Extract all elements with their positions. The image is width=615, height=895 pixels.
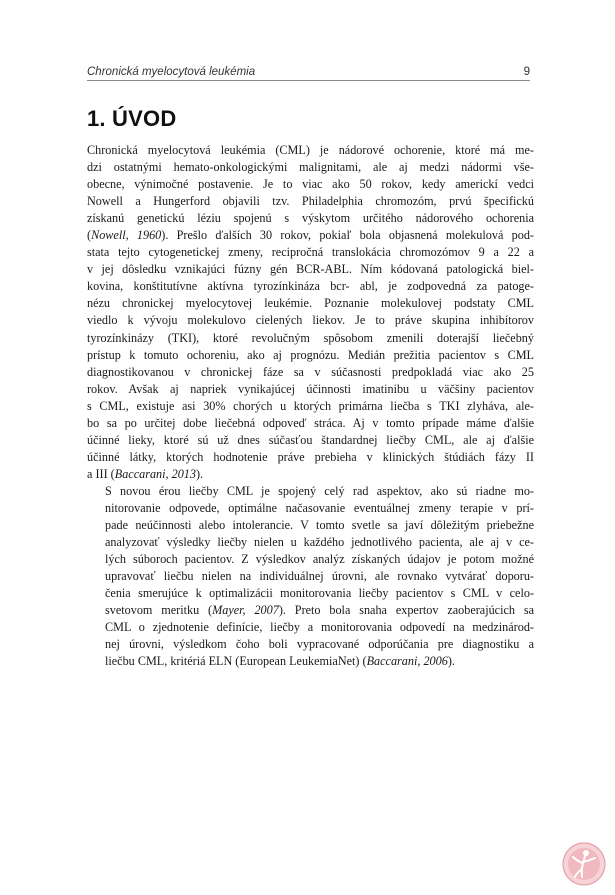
text-line: viedlo k vývoju molekulovo cielených liekov. Je to práve skupina inhibítorov [87, 313, 534, 328]
text-line: Nowell a Hungerford objavili tzv. Philadelphia chromozóm, prvú špecifickú [87, 194, 534, 209]
text-line: S novou érou liečby CML je spojený celý rad aspektov, ako sú riadne mo- [105, 483, 534, 498]
text-line: tyrozínkinázy (TKI), ktoré revolučným spôsobom zmenili doterajší liečebný [87, 330, 534, 345]
text-line: obecne, výnimočné postavenie. Je to viac ako 50 rokov, kedy americkí vedci [87, 177, 534, 192]
text-line: lých súboroch pacientov. Z výsledkov analýz získaných údajov je potom možné [105, 552, 534, 567]
text-line: Chronická myelocytová leukémia (CML) je nádorové ochorenie, ktoré má me- [87, 143, 534, 157]
text-line: účinné látky, ktorých hodnotenie práve prebieha v klinických štúdiách fázy II [87, 449, 534, 464]
text-line: diagnostikovanou v chronickej fáze sa v súčasnosti predpokladá viac ako 25 [87, 364, 534, 379]
citation: Baccarani, 2006 [366, 654, 448, 669]
paragraph-1 [87, 142, 534, 483]
text-line: kovina, konštitutívne aktívna tyrozínkináza bcr- abl, je zodpovedná za patoge- [87, 279, 534, 294]
text-line: získanú genetickú léziu spojenú s výskytom určitého nádorového ochorenia [87, 211, 534, 226]
text-line: pade neúčinnosti alebo intolerancie. V tomto svetle sa javí dôležitým priebežne [105, 518, 534, 533]
text-line: nézu chronickej myelocytovej leukémie. Poznanie molekulovej podstaty CML [87, 296, 534, 311]
text-line: dzi ostatnými hemato-onkologickými malignitami, ale aj medzi nádormi vše- [87, 160, 534, 175]
text-line: stata tejto cytogenetickej zmeny, recipročná translokácia chromozómov 9 a 22 a [87, 245, 534, 260]
running-title: Chronická myelocytová leukémia [87, 66, 256, 78]
text-line: upravovať liečbu nielen na individuálnej úrovni, ale rovnako vytvárať doporu- [105, 569, 534, 584]
text-line: CML o zjednotenie definície, liečby a monitorovania odpovedí na medzinárod- [105, 620, 534, 635]
text-line: svetovom meritku (Mayer, 2007). Preto bola snaha expertov zaoberajúcich sa [105, 603, 534, 618]
citation: Nowell, 1960 [91, 228, 162, 243]
text-line: analyzovať výsledky liečby nielen u každého jednotlivého pacienta, ale aj v ce- [105, 535, 534, 550]
text-line: (Nowell, 1960). Prešlo ďalších 30 rokov, pokiaľ bola objasnená molekulová pod- [87, 228, 534, 243]
paragraph-2 [87, 483, 534, 671]
chapter-title: 1. ÚVOD [87, 106, 177, 131]
text-line: čenia smerujúce k optimalizácii monitorovania liečby pacientov s CML v celo- [105, 586, 534, 601]
text-line: účinné lieky, ktoré sú už dnes súčasťou štandardnej liečby CML, ale aj ďalšie [87, 432, 534, 447]
text-line: prístup k tomuto ochoreniu, ako aj prognózu. Medián prežitia pacientov s CML [87, 347, 534, 362]
text-line: s CML, existuje asi 30% chorých u ktorých primárna liečba s TKI zlyháva, ale- [87, 398, 534, 413]
page-header [87, 62, 530, 81]
text-line: v jej dôsledku vznikajúci fúzny gén BCR-ABL. Ním kódovaná patologická biel- [87, 262, 534, 277]
publisher-logo-icon [561, 841, 607, 887]
text-line: bo sa po určitej dobe liečebná odpoveď stráca. Aj v tomto prípade máme ďalšie [87, 415, 534, 430]
text-line: rokov. Avšak aj napriek vynikajúcej účinnosti imatinibu u väčšiny pacientov [87, 381, 534, 396]
text-line: a III (Baccarani, 2013). [87, 466, 204, 481]
citation: Baccarani, 2013 [114, 466, 196, 481]
body-text [87, 142, 534, 670]
text-line: liečbu CML, kritériá ELN (European LeukemiaNet) (Baccarani, 2006). [105, 654, 455, 669]
page-number: 9 [523, 66, 530, 78]
text-line: nitorovanie odpovede, optimálne načasovanie eventuálnej zmeny terapie v prí- [105, 500, 534, 515]
text-line: nej úrovni, výsledkom čoho boli vypracované odporúčania pre diagnostiku a [105, 637, 534, 652]
citation: Mayer, 2007 [212, 603, 279, 618]
